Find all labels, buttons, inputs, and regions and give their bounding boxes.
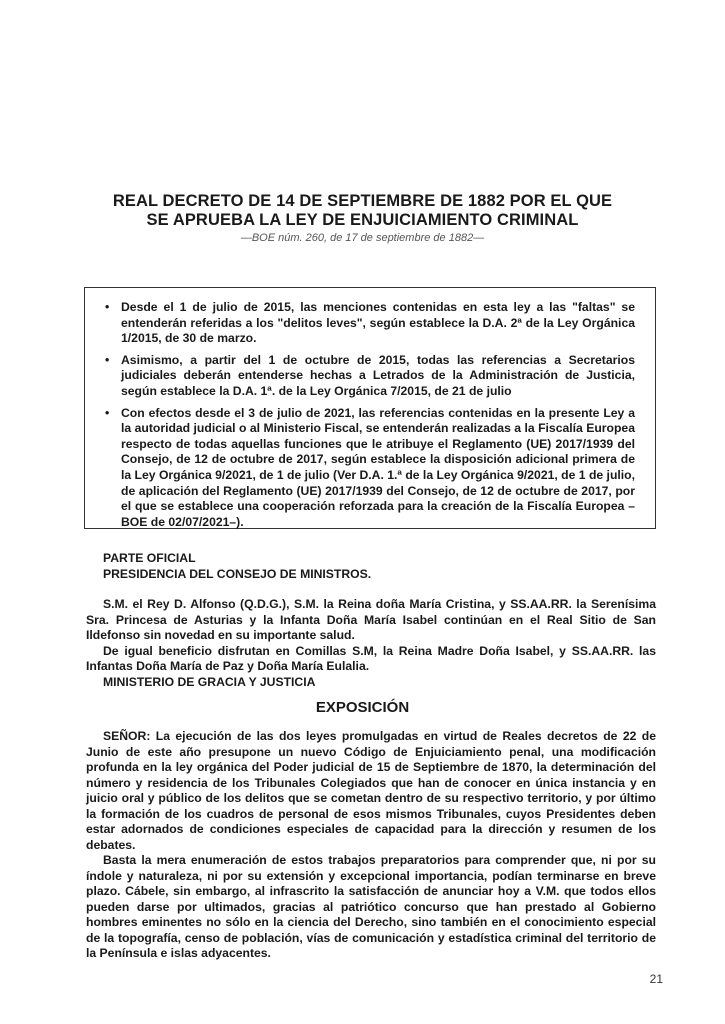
note-item: • Asimismo, a partir del 1 de octubre de 2015, todas las referencias a Secretarios judiciales deberán entenderse hechas a Letrados de la Administración de Justicia, según establece la D.A. 1ª. de la Ley Orgánica 7/2015, de 21 de julio [103, 353, 635, 400]
document-subtitle: —BOE núm. 260, de 17 de septiembre de 1882— [240, 232, 485, 244]
official-section [86, 551, 656, 690]
exposicion-paragraph: SEÑOR: La ejecución de las dos leyes promulgadas en virtud de Reales decretos de 22 de Junio de este año presupone un nuevo Código de Enjuiciamiento penal, una modificación profunda en la ley orgánica del Poder judicial de 15 de Septiembre de 1870, la determinación del número y residencia de los Tribunales Colegiados que han de conocer en única instancia y en juicio oral y público de los delitos que se cometan dentro de su respectivo territorio, y por último la formación de los cuadros de personal de esos mismos Tribunales, cuyos Presidentes deben estar adornados de condiciones especiales de capacidad para la dirección y resumen de los debates. [86, 729, 656, 852]
title-line-1: REAL DECRETO DE 14 DE SEPTIEMBRE DE 1882 POR EL QUE [112, 192, 613, 210]
document-title [60, 192, 665, 230]
exposicion-heading: EXPOSICIÓN [315, 699, 410, 716]
notes-box [84, 287, 656, 529]
spacer [86, 582, 656, 597]
presidencia-heading: PRESIDENCIA DEL CONSEJO DE MINISTROS. [103, 566, 372, 581]
page-number: 21 [649, 972, 663, 986]
exposicion-section [86, 729, 656, 962]
ministerio-heading: MINISTERIO DE GRACIA Y JUSTICIA [103, 674, 316, 689]
note-item: • Desde el 1 de julio de 2015, las menciones contenidas en esta ley a las "faltas" se entenderán referidas a los "delitos leves", según establece la D.A. 2ª de la Ley Orgánica 1/2015, de 30 de marzo. [103, 300, 635, 347]
note-item: • Con efectos desde el 3 de julio de 2021, las referencias contenidas en la presente Ley a la autoridad judicial o al Ministerio Fiscal, se entenderán realizadas a la Fiscalía Europea respecto de todas aquellas funciones que le atribuye el Reglamento (UE) 2017/1939 del Consejo, de 12 de octubre de 2017, según establece la disposición adicional primera de la Ley Orgánica 9/2021, de 1 de julio (Ver D.A. 1.ª de la Ley Orgánica 9/2021, de 1 de julio, de aplicación del Reglamento (UE) 2017/1939 del Consejo, de 12 de octubre de 2017, por el que se establece una cooperación reforzada para la creación de la Fiscalía Europea –BOE de 02/07/2021–). [103, 406, 635, 531]
parte-oficial-heading: PARTE OFICIAL [103, 551, 196, 565]
title-line-2: SE APRUEBA LA LEY DE ENJUICIAMIENTO CRIMINAL [146, 211, 579, 229]
notes-list [103, 300, 635, 530]
body-paragraph: De igual beneficio disfrutan en Comillas S.M, la Reina Madre Doña Isabel, y SS.AA.RR. las Infantas Doña María de Paz y Doña María Eulalia. [86, 643, 656, 673]
body-paragraph: S.M. el Rey D. Alfonso (Q.D.G.), S.M. la Reina doña María Cristina, y SS.AA.RR. la Serenísima Sra. Princesa de Asturias y la Infanta Doña María Isabel continúan en el Real Sitio de San Ildefonso sin novedad en su importante salud. [86, 597, 656, 642]
exposicion-paragraph: Basta la mera enumeración de estos trabajos preparatorios para comprender que, ni por su índole y naturaleza, ni por su extensión y excepcional importancia, podían terminarse en breve plazo. Cábele, sin embargo, al infrascrito la satisfacción de anunciar hoy a V.M. que todos ellos pueden darse por ultimados, gracias al patriótico concurso que han prestado al Gobierno hombres eminentes no sólo en la ciencia del Derecho, sino también en el conocimiento especial de la topografía, censo de población, vías de comunicación y estadística criminal del territorio de la Península e islas adyacentes. [86, 853, 656, 960]
